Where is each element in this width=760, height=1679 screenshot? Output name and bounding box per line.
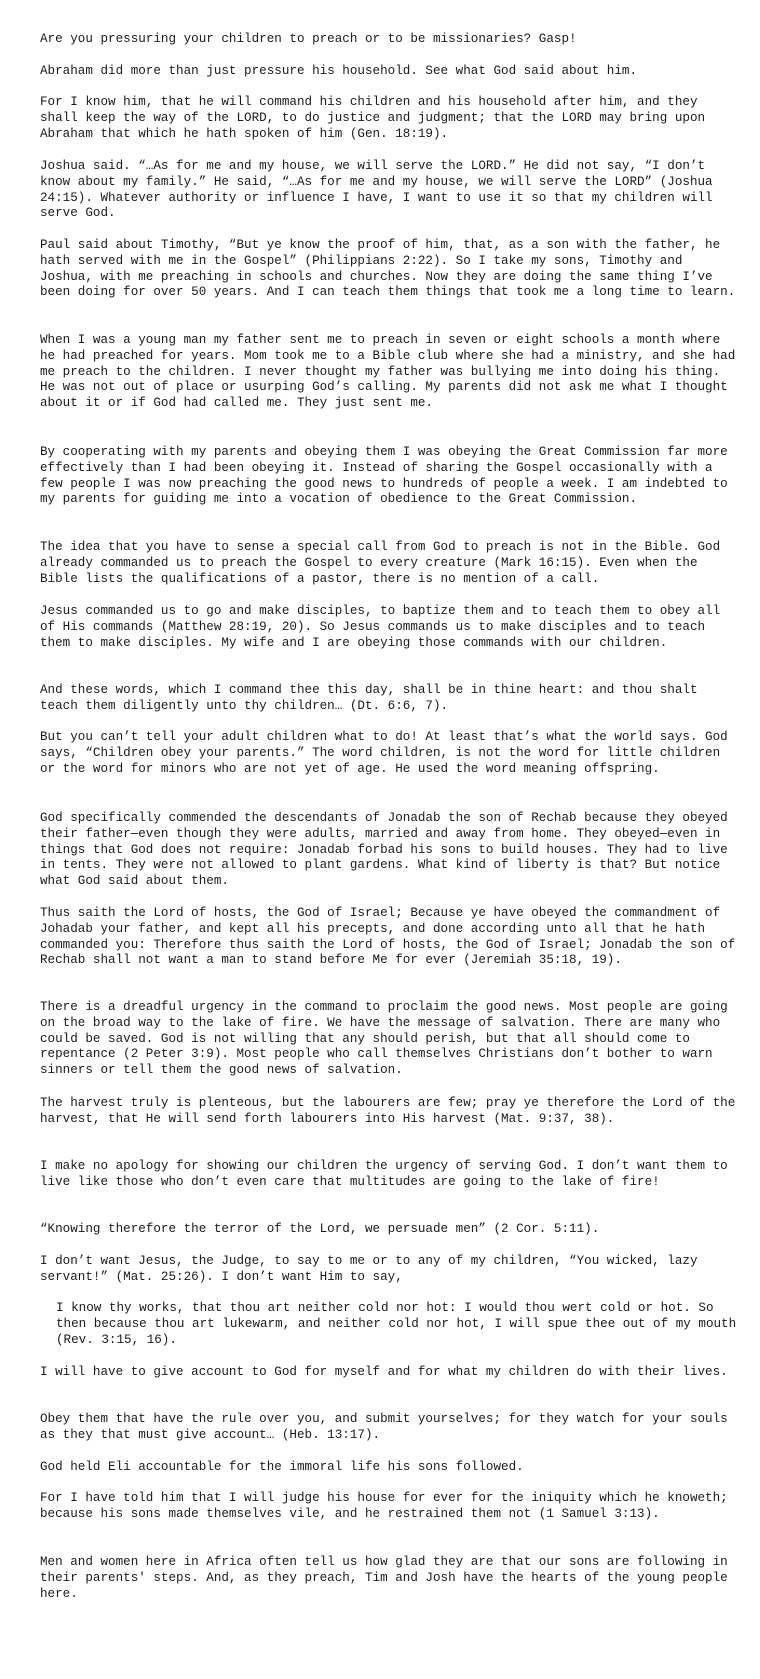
paragraph: I will have to give account to God for myself and for what my children do with their lives. [40,1365,728,1379]
paragraph: But you can’t tell your adult children what to do! At least that’s what the world says. God says, “Children obey your parents.” The word children, is not the word for little children or the word for minors who are not yet of age. He used the word meaning offspring. [40,730,728,776]
paragraph: Joshua said. “…As for me and my house, we will serve the LORD.” He did not say, “I don’t know about my family.” He said, “…As for me and my house, we will serve the LORD” (Joshua 24:15). Whatever authority or influence I have, I want to use it so that my children will serve God. [40,159,713,221]
paragraph: Obey them that have the rule over you, and submit yourselves; for they watch for your souls as they that must give account… (Heb. 13:17). [40,1412,728,1442]
paragraph: When I was a young man my father sent me to preach in seven or eight schools a month where he had preached for years. Mom took me to a Bible club where she had a ministry, and she had me preach to the children. I never thought my father was bullying me into doing his thing. He was not out of place or usurping God’s calling. My parents did not ask me what I thought about it or if God had called me. They just sent me. [40,333,736,411]
paragraph: There is a dreadful urgency in the command to proclaim the good news. Most people are going on the broad way to the lake of fire. We have the message of salvation. There are many who could be saved. God is not willing that any should perish, but that all should come to repentance (2 Peter 3:9). Most people who call themselves Christians don’t bother to warn sinners or tell them the good news of salvation. [40,1000,728,1078]
paragraph: Jesus commanded us to go and make disciples, to baptize them and to teach them to obey all of His commands (Matthew 28:19, 20). So Jesus commands us to make disciples and to teach them to make disciples. My wife and I are obeying those commands with our children. [40,604,721,650]
paragraph: By cooperating with my parents and obeying them I was obeying the Great Commission far more effectively than I had been obeying it. Instead of sharing the Gospel occasionally with a few people I was now preaching the good news to hundreds of people a week. I am indebted to my parents for guiding me into a vocation of obedience to the Great Commission. [40,445,728,507]
paragraph: God specifically commended the descendants of Jonadab the son of Rechab because they obeyed their father—even though they were adults, married and away from home. They obeyed—even in things that God does not require: Jonadab forbad his sons to build houses. They had to live in tents. They were not allowed to plant gardens. What kind of liberty is that? But notice what God said about them. [40,811,728,889]
paragraph: For I have told him that I will judge his house for ever for the iniquity which he knoweth; because his sons made themselves vile, and he restrained them not (1 Samuel 3:13). [40,1491,728,1521]
paragraph: I make no apology for showing our children the urgency of serving God. I don’t want them to live like those who don’t even care that multitudes are going to the lake of fire! [40,1159,728,1189]
paragraph: Thus saith the Lord of hosts, the God of Israel; Because ye have obeyed the commandment of Johadab your father, and kept all his precepts, and done according unto all that he hath commanded you: Therefore thus saith the Lord of hosts, the God of Israel; Jonadab the son of Rechab shall not want a man to stand before Me for ever (Jeremiah 35:18, 19). [40,906,736,968]
paragraph: Are you pressuring your children to preach or to be missionaries? Gasp! [40,32,577,46]
paragraph: Paul said about Timothy, “But ye know the proof of him, that, as a son with the father, he hath served with me in the Gospel” (Philippians 2:22). So I take my sons, Timothy and Joshua, with me preaching in schools and churches. Now they are doing the same thing I’ve been doing for over 50 years. And I can teach them things that took me a long time to learn. [40,238,736,300]
block-quote: I know thy works, that thou art neither cold nor hot: I would thou wert cold or hot. So then because thou art lukewarm, and neither cold nor hot, I will spue thee out of my mouth (Rev. 3:15, 16). [56,1301,737,1347]
paragraph: And these words, which I command thee this day, shall be in thine heart: and thou shalt teach them diligently unto thy children… (Dt. 6:6, 7). [40,683,698,713]
paragraph: The harvest truly is plenteous, but the labourers are few; pray ye therefore the Lord of the harvest, that He will send forth labourers into His harvest (Mat. 9:37, 38). [40,1096,736,1126]
paragraph: “Knowing therefore the terror of the Lord, we persuade men” (2 Cor. 5:11). [40,1222,600,1236]
paragraph: God held Eli accountable for the immoral life his sons followed. [40,1460,524,1474]
paragraph: Men and women here in Africa often tell us how glad they are that our sons are following in their parents' steps. And, as they preach, Tim and Josh have the hearts of the young people here. [40,1555,728,1601]
paragraph: The idea that you have to sense a special call from God to preach is not in the Bible. God already commanded us to preach the Gospel to every creature (Mark 16:15). Even when the Bible lists the qualifications of a pastor, there is no mention of a call. [40,540,721,586]
paragraph: Abraham did more than just pressure his household. See what God said about him. [40,64,638,78]
paragraph: For I know him, that he will command his children and his household after him, and they shall keep the way of the LORD, to do justice and judgment; that the LORD may bring upon Abraham that which he hath spoken of him (Gen. 18:19). [40,95,706,141]
paragraph: I don’t want Jesus, the Judge, to say to me or to any of my children, “You wicked, lazy servant!” (Mat. 25:26). I don’t want Him to say, [40,1254,698,1284]
